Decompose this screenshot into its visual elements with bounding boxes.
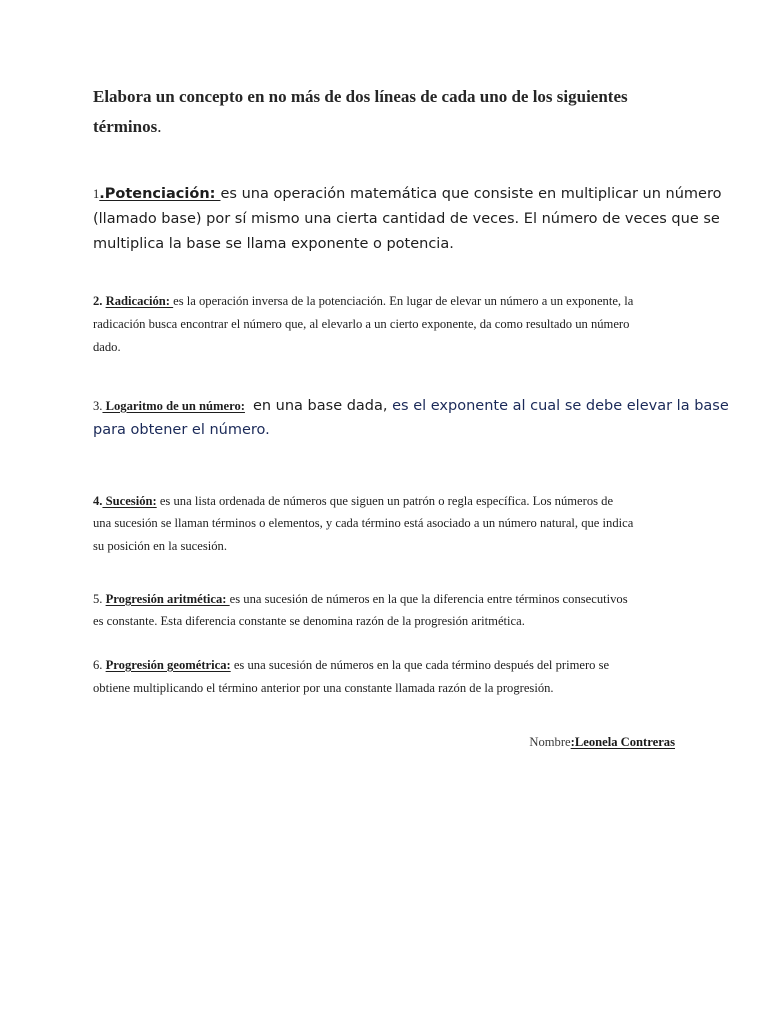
- item-6-line-1: [93, 658, 609, 673]
- heading-period: .: [157, 117, 162, 136]
- item-4-text-1: es una lista ordenada de números que siguen un patrón o regla específica. Los números de: [159, 494, 614, 508]
- signature: [529, 735, 675, 750]
- item-3-term: Logaritmo de un número:: [102, 399, 245, 413]
- item-4-line-1: [93, 494, 613, 509]
- item-1-line-3: multiplica la base se llama exponente o potencia.: [93, 236, 454, 252]
- item-2-term: Radicación:: [105, 294, 174, 308]
- item-6-number: 6.: [93, 658, 103, 672]
- signature-name: :Leonela Contreras: [570, 735, 675, 749]
- item-6-text-1: es una sucesión de números en la que cada término después del primero se: [233, 658, 610, 672]
- item-1-term: .Potenciación:: [99, 186, 221, 202]
- item-1-line-2: (llamado base) por sí mismo una cierta cantidad de veces. El número de veces que se: [93, 211, 720, 227]
- item-4-term: Sucesión:: [102, 494, 157, 508]
- item-6-line-2: obtiene multiplicando el término anterior por una constante llamada razón de la progresión.: [93, 681, 554, 695]
- item-5-line-1: [93, 592, 628, 607]
- item-5-term: Progresión aritmética:: [105, 592, 230, 606]
- heading-term-word: términos: [93, 117, 158, 136]
- item-4-line-2: una sucesión se llaman términos o elementos, y cada término está asociado a un número natural, que indica: [93, 516, 634, 530]
- heading-line-1: Elabora un concepto en no más de dos líneas de cada uno de los siguientes: [93, 87, 628, 106]
- item-5-text-1: es una sucesión de números en la que la diferencia entre términos consecutivos: [229, 592, 628, 606]
- item-1-text-1: es una operación matemática que consiste en multiplicar un número: [220, 186, 722, 202]
- item-3-text-2: es el exponente al cual se debe elevar la base: [392, 398, 729, 414]
- item-1-line-1: [93, 186, 721, 203]
- item-5-number: 5.: [93, 592, 103, 606]
- item-2-line-2: radicación busca encontrar el número que, al elevarlo a un cierto exponente, da como resultado un número: [93, 317, 630, 331]
- item-5-line-2: es constante. Esta diferencia constante se denomina razón de la progresión aritmética.: [93, 614, 525, 628]
- item-2-text-1: es la operación inversa de la potenciación. En lugar de elevar un número a un exponente, la: [173, 294, 634, 308]
- item-1-number: 1: [93, 187, 100, 201]
- item-3-line-2: para obtener el número.: [93, 422, 270, 438]
- item-6-term: Progresión geométrica:: [105, 658, 231, 672]
- item-2-number: 2.: [93, 294, 103, 308]
- item-4-number: 4.: [93, 494, 103, 508]
- item-3-text-1: en una base dada,: [252, 398, 393, 414]
- item-4-line-3: su posición en la sucesión.: [93, 539, 227, 553]
- item-2-line-3: dado.: [93, 340, 121, 354]
- heading-line-2: [93, 117, 161, 137]
- item-2-line-1: [93, 294, 633, 309]
- signature-label: Nombre: [529, 735, 571, 749]
- item-3-number: 3.: [93, 399, 103, 413]
- item-3-line-1: [93, 397, 729, 415]
